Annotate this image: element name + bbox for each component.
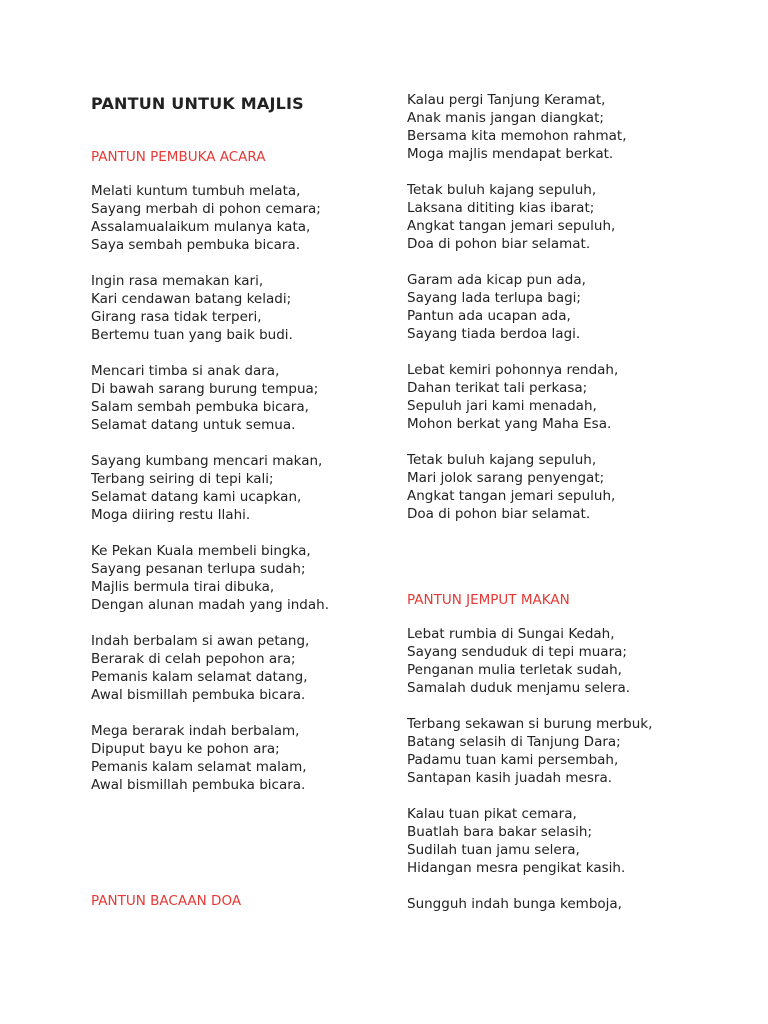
- stanza-line: Awal bismillah pembuka bicara.: [91, 687, 306, 703]
- stanza-line: Bertemu tuan yang baik budi.: [91, 327, 293, 343]
- stanza-line: Santapan kasih juadah mesra.: [407, 770, 613, 786]
- stanza-pembuka-6: [91, 632, 371, 704]
- stanza-line: Sayang merbah di pohon cemara;: [91, 201, 321, 217]
- stanza-line: Pemanis kalam selamat datang,: [91, 669, 308, 685]
- stanza-line: Dengan alunan madah yang indah.: [91, 597, 329, 613]
- stanza-line: Selamat datang untuk semua.: [91, 417, 296, 433]
- document-title: PANTUN UNTUK MAJLIS: [91, 94, 304, 113]
- stanza-line: Di bawah sarang burung tempua;: [91, 381, 319, 397]
- stanza-makan-3: [407, 805, 677, 877]
- stanza-line: Penganan mulia terletak sudah,: [407, 662, 622, 678]
- stanza-line: Assalamualaikum mulanya kata,: [91, 219, 311, 235]
- stanza-makan-1: [407, 625, 677, 697]
- stanza-line: Sungguh indah bunga kemboja,: [407, 896, 622, 912]
- stanza-line: Doa di pohon biar selamat.: [407, 506, 591, 522]
- stanza-line: Sayang lada terlupa bagi;: [407, 290, 581, 306]
- stanza-line: Saya sembah pembuka bicara.: [91, 237, 300, 253]
- stanza-line: Sepuluh jari kami menadah,: [407, 398, 597, 414]
- right-column: [407, 91, 677, 913]
- stanza-line: Kari cendawan batang keladi;: [91, 291, 292, 307]
- stanza-line: Tetak buluh kajang sepuluh,: [407, 182, 597, 198]
- stanza-line: Moga diiring restu Ilahi.: [91, 507, 251, 523]
- stanza-line: Kalau pergi Tanjung Keramat,: [407, 92, 606, 108]
- stanza-line: Sudilah tuan jamu selera,: [407, 842, 580, 858]
- stanza-line: Angkat tangan jemari sepuluh,: [407, 488, 616, 504]
- stanza-pembuka-3: [91, 362, 371, 434]
- stanza-line: Anak manis jangan diangkat;: [407, 110, 604, 126]
- stanza-line: Laksana dititing kias ibarat;: [407, 200, 595, 216]
- stanza-line: Buatlah bara bakar selasih;: [407, 824, 592, 840]
- stanza-line: Sayang senduduk di tepi muara;: [407, 644, 627, 660]
- stanza-line: Batang selasih di Tanjung Dara;: [407, 734, 621, 750]
- stanza-pembuka-4: [91, 452, 371, 524]
- stanza-pembuka-5: [91, 542, 371, 614]
- stanza-doa-5: [407, 451, 677, 523]
- stanza-line: Mari jolok sarang penyengat;: [407, 470, 605, 486]
- stanza-line: Tetak buluh kajang sepuluh,: [407, 452, 597, 468]
- stanza-line: Ingin rasa memakan kari,: [91, 273, 264, 289]
- stanza-doa-4: [407, 361, 677, 433]
- stanza-doa-1: [407, 91, 677, 163]
- stanza-line: Kalau tuan pikat cemara,: [407, 806, 577, 822]
- stanza-line: Majlis bermula tirai dibuka,: [91, 579, 275, 595]
- stanza-line: Lebat kemiri pohonnya rendah,: [407, 362, 619, 378]
- heading-pantun-pembuka: PANTUN PEMBUKA ACARA: [91, 149, 266, 165]
- stanza-line: Ke Pekan Kuala membeli bingka,: [91, 543, 311, 559]
- stanza-line: Padamu tuan kami persembah,: [407, 752, 619, 768]
- heading-pantun-doa: PANTUN BACAAN DOA: [91, 893, 242, 909]
- stanza-line: Pantun ada ucapan ada,: [407, 308, 571, 324]
- left-column: [91, 91, 371, 910]
- stanza-line: Melati kuntum tumbuh melata,: [91, 183, 301, 199]
- stanza-line: Bersama kita memohon rahmat,: [407, 128, 627, 144]
- stanza-line: Dahan terikat tali perkasa;: [407, 380, 588, 396]
- stanza-doa-3: [407, 271, 677, 343]
- stanza-line: Hidangan mesra pengikat kasih.: [407, 860, 626, 876]
- stanza-pembuka-2: [91, 272, 371, 344]
- stanza-doa-2: [407, 181, 677, 253]
- stanza-pembuka-7: [91, 722, 371, 794]
- stanza-makan-4: [407, 895, 677, 913]
- stanza-line: Terbang sekawan si burung merbuk,: [407, 716, 653, 732]
- stanza-line: Sayang tiada berdoa lagi.: [407, 326, 581, 342]
- stanza-line: Salam sembah pembuka bicara,: [91, 399, 309, 415]
- stanza-line: Lebat rumbia di Sungai Kedah,: [407, 626, 615, 642]
- stanza-line: Indah berbalam si awan petang,: [91, 633, 310, 649]
- stanza-line: Selamat datang kami ucapkan,: [91, 489, 302, 505]
- stanza-line: Mohon berkat yang Maha Esa.: [407, 416, 612, 432]
- stanza-line: Mega berarak indah berbalam,: [91, 723, 300, 739]
- stanza-line: Mencari timba si anak dara,: [91, 363, 280, 379]
- heading-pantun-jemput-makan: PANTUN JEMPUT MAKAN: [407, 592, 570, 608]
- stanza-line: Garam ada kicap pun ada,: [407, 272, 586, 288]
- stanza-line: Dipuput bayu ke pohon ara;: [91, 741, 280, 757]
- stanza-line: Pemanis kalam selamat malam,: [91, 759, 307, 775]
- stanza-line: Girang rasa tidak terperi,: [91, 309, 262, 325]
- stanza-line: Doa di pohon biar selamat.: [407, 236, 591, 252]
- stanza-pembuka-1: [91, 182, 371, 254]
- stanza-line: Awal bismillah pembuka bicara.: [91, 777, 306, 793]
- stanza-line: Berarak di celah pepohon ara;: [91, 651, 296, 667]
- stanza-line: Moga majlis mendapat berkat.: [407, 146, 614, 162]
- stanza-line: Sayang pesanan terlupa sudah;: [91, 561, 306, 577]
- stanza-makan-2: [407, 715, 677, 787]
- stanza-line: Samalah duduk menjamu selera.: [407, 680, 631, 696]
- stanza-line: Angkat tangan jemari sepuluh,: [407, 218, 616, 234]
- stanza-line: Sayang kumbang mencari makan,: [91, 453, 323, 469]
- stanza-line: Terbang seiring di tepi kali;: [91, 471, 274, 487]
